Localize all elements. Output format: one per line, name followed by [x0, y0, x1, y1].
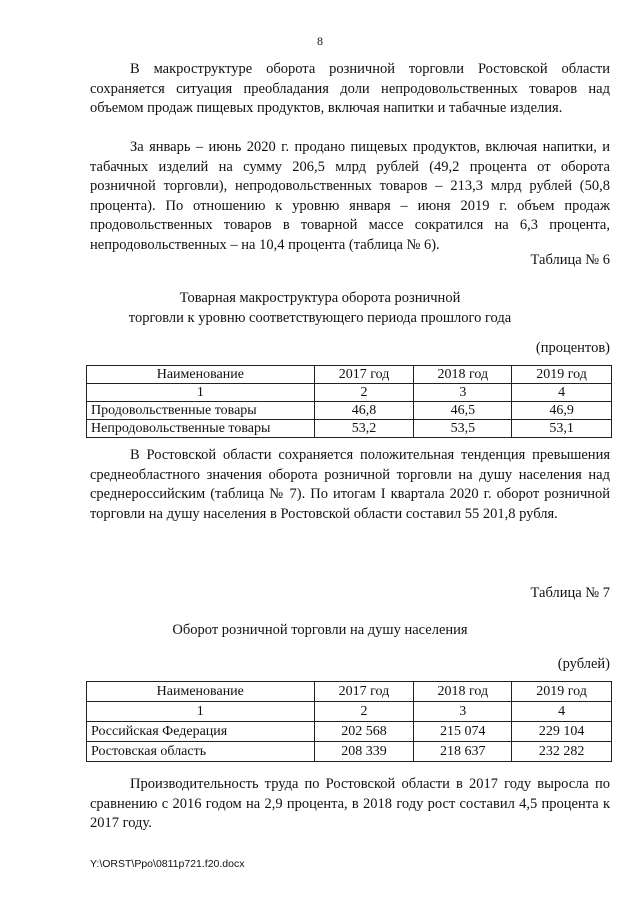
table7-title: Оборот розничной торговли на душу населения	[172, 622, 468, 638]
cell-value: 218 637	[414, 742, 512, 762]
header-2017: 2017 год	[314, 682, 414, 702]
row-name: Продовольственные товары	[87, 402, 315, 420]
cell-value: 53,5	[414, 420, 512, 438]
paragraph-january-june: За январь – июнь 2020 г. продано пищевых продуктов, включая напитки, и табачных изделий на сумму 206,5 млрд рублей (49,2 процента от оборота розничной торговли), непродовольственных товаров – 213,3 млрд рублей (50,8 процента). По отношению к уровню января – июня 2019 г. объем продаж продовольственных товаров в товарной массе сократился на 6,3 процента, непродовольственных – на 10,4 процента (таблица № 6).	[90, 139, 610, 253]
row-name: Ростовская область	[87, 742, 315, 762]
column-number: 4	[512, 384, 612, 402]
column-number: 1	[87, 384, 315, 402]
page-number: 8	[317, 34, 323, 48]
row-name: Непродовольственные товары	[87, 420, 315, 438]
table7	[86, 681, 612, 762]
paragraph-productivity: Производительность труда по Ростовской области в 2017 году выросла по сравнению с 2016 годом на 2,9 процента, в 2018 году рост составил 4,5 процента к 2017 году.	[90, 776, 610, 831]
table-row	[87, 742, 612, 762]
paragraph-macrostructure: В макроструктуре оборота розничной торговли Ростовской области сохраняется ситуация преобладания доли непродовольственных товаров над объемом продаж пищевых продуктов, включая напитки и табачные изделия.	[90, 61, 610, 116]
table6-title-line1: Товарная макроструктура оборота розничной	[179, 290, 461, 306]
table-header-row	[87, 366, 612, 384]
cell-value: 46,8	[314, 402, 414, 420]
file-path-footer: Y:\ORST\Ppo\0811p721.f20.docx	[90, 858, 245, 870]
cell-value: 202 568	[314, 722, 414, 742]
paragraph-per-capita: В Ростовской области сохраняется положительная тенденция превышения среднеобластного значения оборота розничной торговли на душу населения над среднероссийским (таблица № 7). По итогам I квартала 2020 г. оборот розничной торговли на душу населения в Ростовской области составил 55 201,8 рубля.	[90, 447, 610, 522]
table6-unit: (процентов)	[535, 340, 610, 356]
header-2018: 2018 год	[414, 366, 512, 384]
column-number: 3	[414, 702, 512, 722]
table-row	[87, 420, 612, 438]
cell-value: 46,5	[414, 402, 512, 420]
column-number: 1	[87, 702, 315, 722]
column-number: 4	[512, 702, 612, 722]
cell-value: 53,1	[512, 420, 612, 438]
table-number-row	[87, 384, 612, 402]
column-number: 2	[314, 384, 414, 402]
cell-value: 229 104	[512, 722, 612, 742]
header-2018: 2018 год	[414, 682, 512, 702]
table6	[86, 365, 612, 438]
table6-label: Таблица № 6	[530, 252, 610, 268]
cell-value: 215 074	[414, 722, 512, 742]
header-name: Наименование	[87, 682, 315, 702]
cell-value: 46,9	[512, 402, 612, 420]
table-row	[87, 722, 612, 742]
table-row	[87, 402, 612, 420]
table7-label: Таблица № 7	[530, 585, 610, 601]
header-2019: 2019 год	[512, 366, 612, 384]
cell-value: 208 339	[314, 742, 414, 762]
table6-title-line2: торговли к уровню соответствующего периода прошлого года	[128, 310, 512, 326]
header-name: Наименование	[87, 366, 315, 384]
column-number: 3	[414, 384, 512, 402]
table7-unit: (рублей)	[557, 656, 610, 672]
cell-value: 232 282	[512, 742, 612, 762]
row-name: Российская Федерация	[87, 722, 315, 742]
table-header-row	[87, 682, 612, 702]
column-number: 2	[314, 702, 414, 722]
header-2019: 2019 год	[512, 682, 612, 702]
table-number-row	[87, 702, 612, 722]
header-2017: 2017 год	[314, 366, 414, 384]
cell-value: 53,2	[314, 420, 414, 438]
